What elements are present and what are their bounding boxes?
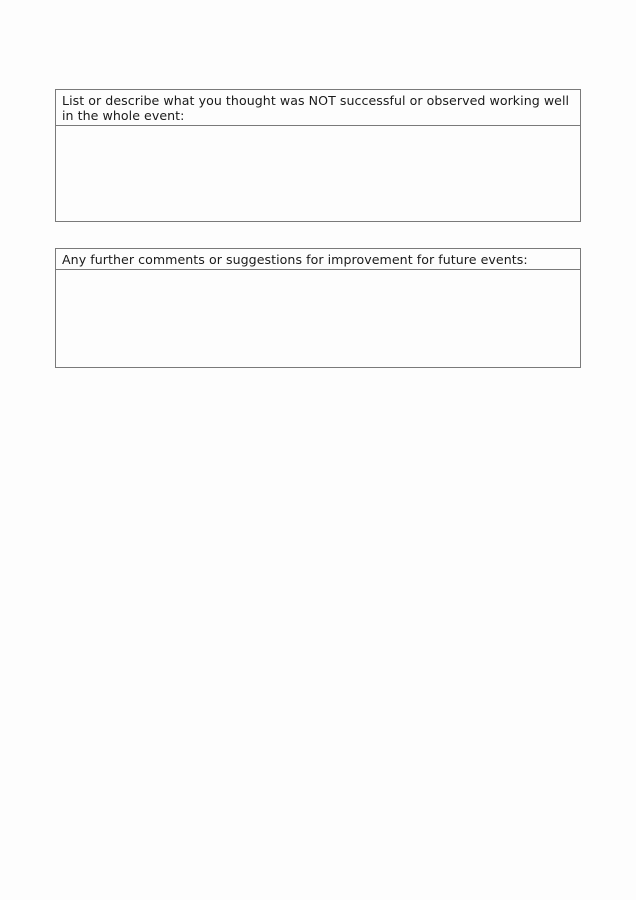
not-successful-question-box <box>55 89 581 222</box>
further-comments-question-label: Any further comments or suggestions for improvement for future events: <box>56 249 580 270</box>
not-successful-answer-field[interactable] <box>56 126 580 223</box>
further-comments-answer-field[interactable] <box>56 270 580 368</box>
further-comments-question-box <box>55 248 581 368</box>
not-successful-question-label: List or describe what you thought was NOT successful or observed working well in the whole event: <box>56 90 580 126</box>
